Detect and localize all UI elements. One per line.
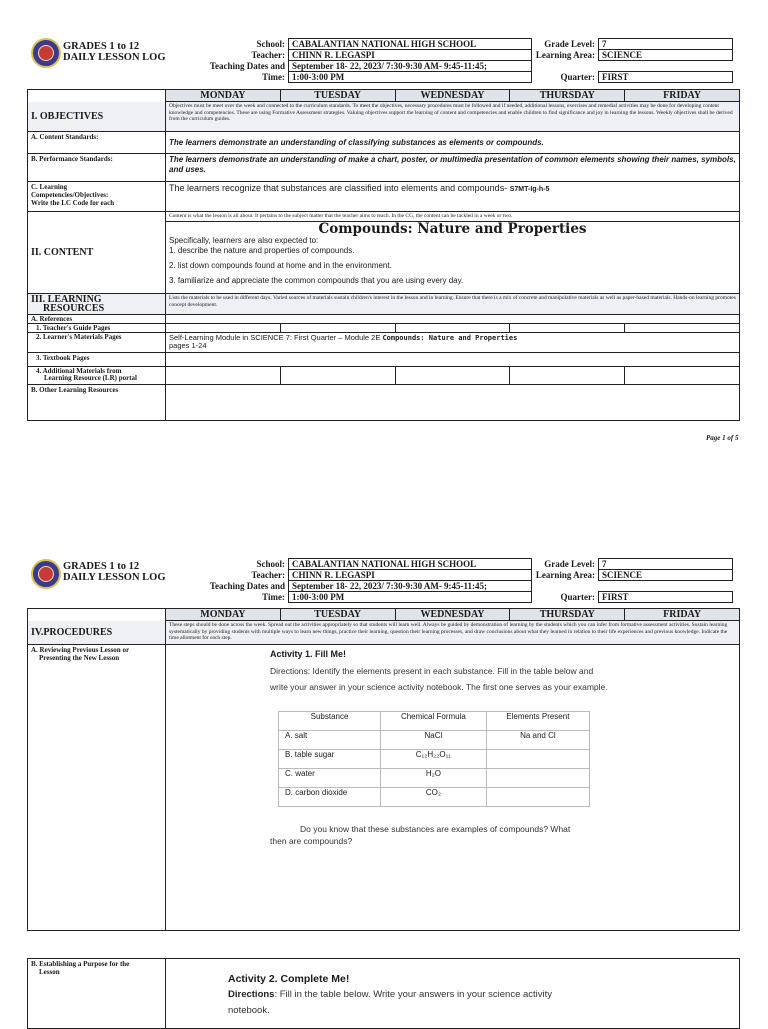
teacher-value: CHINN R. LEGASPI bbox=[289, 50, 532, 61]
day-tuesday: TUESDAY bbox=[280, 90, 395, 102]
competencies-text: The learners recognize that substances are classified into elements and compounds- S7MT-Ig-h-5 bbox=[166, 182, 740, 212]
col-elements-present: Elements Present bbox=[486, 712, 589, 731]
school-label: School: bbox=[256, 39, 285, 49]
grade-label: Grade Level: bbox=[544, 39, 595, 49]
content-item-3: 3. familiarize and appreciate the common compounds that you are using every day. bbox=[169, 275, 464, 285]
activity-2-title: Activity 2. Complete Me! bbox=[228, 973, 350, 985]
page-number: Page 1 of 5 bbox=[706, 434, 739, 442]
additional-materials-label: 4. Additional Materials from Learning Resource (LR) portal bbox=[28, 367, 166, 385]
purpose-table bbox=[27, 958, 740, 1029]
col-substance: Substance bbox=[279, 712, 381, 731]
procedures-description: These steps should be done across the week. Spread out the activities appropriately so that students will learn well. Always be guided by demonstration of learning by the students which you can infer from formative assessment activities. Sustain learning systematically by providing students with multiple ways to learn new things, practice their learning, question their learning processes, and draw conclusions about what they learned in relation to their life experiences and previous knowledge. Indicate the time allotment for each step. bbox=[166, 621, 740, 645]
col-chemical-formula: Chemical Formula bbox=[381, 712, 487, 731]
references-label: A. References bbox=[28, 315, 166, 324]
activity-1-title: Activity 1. Fill Me! bbox=[270, 649, 347, 659]
teacher-label: Teacher: bbox=[251, 50, 285, 60]
header-info-table-2: School: CABALANTIAN NATIONAL HIGH SCHOOL Grade Level: 7 Teacher: CHINN R. LEGASPI Learning Area: SCIENCE Teaching Dates and September 18- 22, 2023/ 7:30-9:30 AM- 9:45-11:45; Time: 1:00-3:00 PM Quarter: FIRST bbox=[200, 558, 733, 603]
table-row: B. table sugar C₁₂H₂₂O₁₁ bbox=[279, 750, 590, 769]
dates-value: September 18- 22, 2023/ 7:30-9:30 AM- 9:45-11:45; bbox=[289, 61, 532, 72]
content-item-2: 2. list down compounds found at home and in the environment. bbox=[169, 260, 392, 270]
table-row: C. water H₂O bbox=[279, 769, 590, 788]
log-title-2: GRADES 1 to 12 DAILY LESSON LOG bbox=[63, 561, 166, 583]
quarter-value: FIRST bbox=[599, 72, 733, 83]
day-wednesday: WEDNESDAY bbox=[395, 90, 510, 102]
activity-2-directions: Directions: Fill in the table below. Write your answers in your science activity bbox=[228, 989, 553, 1000]
objectives-table bbox=[27, 89, 740, 421]
textbook-pages-label: 3. Textbook Pages bbox=[28, 353, 166, 367]
table-row: D. carbon dioxide CO₂ bbox=[279, 788, 590, 807]
review-label: A. Reviewing Previous Lesson or Presenting the New Lesson bbox=[28, 645, 166, 931]
content-item-1: 1. describe the nature and properties of compounds. bbox=[169, 245, 355, 255]
resources-heading: III. LEARNING RESOURCES bbox=[28, 294, 166, 315]
content-heading: II. CONTENT bbox=[28, 212, 166, 294]
title-line-2: DAILY LESSON LOG bbox=[63, 52, 166, 63]
lesson-title: Compounds: Nature and Properties bbox=[318, 220, 587, 237]
competency-code: S7MT-Ig-h-5 bbox=[509, 186, 550, 193]
procedures-heading: IV.PROCEDURES bbox=[28, 621, 166, 645]
day-monday: MONDAY bbox=[166, 90, 281, 102]
content-standards-label: A. Content Standards: bbox=[28, 132, 166, 154]
content-cell bbox=[166, 212, 740, 294]
substance-table-header bbox=[279, 712, 590, 731]
content-intro: Specifically, learners are also expected to: bbox=[169, 235, 319, 245]
day-friday: FRIDAY bbox=[625, 90, 740, 102]
grade-value: 7 bbox=[599, 39, 733, 50]
other-resources-label: B. Other Learning Resources bbox=[28, 385, 166, 421]
header-info-table bbox=[200, 38, 733, 83]
content-description: Content is what the lesson is all about. It pertains to the subject matter that the teacher aims to teach. In the CG, the content can be tackled in a week or two. bbox=[166, 212, 739, 222]
log-title bbox=[63, 41, 166, 63]
title-line-1: GRADES 1 to 12 bbox=[63, 41, 140, 52]
school-value: CABALANTIAN NATIONAL HIGH SCHOOL bbox=[289, 39, 532, 50]
deped-seal-icon bbox=[31, 38, 61, 68]
dates-label: Teaching Dates and bbox=[209, 61, 285, 71]
deped-seal-icon-2 bbox=[31, 559, 61, 589]
resources-description: Lists the materials to be used in different days. Varied sources of materials sustain children's interest in the lesson and in learning. Ensure that there is a mix of concrete and manipulative materials as well as paper-based materials. Hands-on learning promotes concept development. bbox=[166, 294, 740, 315]
purpose-label: B. Establishing a Purpose for the Lesson bbox=[28, 959, 166, 1029]
day-header-row bbox=[28, 90, 740, 102]
content-standards-text: The learners demonstrate an understanding of classifying substances as elements or compounds. bbox=[166, 132, 740, 154]
area-label: Learning Area: bbox=[535, 50, 595, 60]
page-2 bbox=[0, 550, 768, 1024]
competencies-label: C. Learning Competencies/Objectives: Write the LC Code for each bbox=[28, 182, 166, 212]
activity-1-question: Do you know that these substances are examples of compounds? What bbox=[300, 824, 571, 834]
table-row: A. salt NaCl Na and Cl bbox=[279, 731, 590, 750]
page-1 bbox=[0, 0, 768, 440]
purpose-cell: Activity 2. Complete Me! Directions: Fill in the table below. Write your answers in your science activity notebook. bbox=[166, 959, 740, 1029]
review-cell: Activity 1. Fill Me! Directions: Identify the elements present in each substance. Fill in the table below and write your answer in your science activity notebook. The first one serves as your example. Substance Chemical Formula Elements Present A. salt NaCl Na and Cl B. table sugar C₁₂H₂₂O₁₁ C. water H₂O D. carbon dioxide CO₂ Do you know that these substances are examples of compounds? What then are compounds? bbox=[166, 645, 740, 931]
teachers-guide-label: 1. Teacher's Guide Pages bbox=[28, 324, 166, 333]
area-value: SCIENCE bbox=[599, 50, 733, 61]
objectives-description: Objectives must be meet over the week and connected to the curriculum standards. To meet the objectives, necessary procedures must be followed and if needed, additional lessons, exercises and remedial activities may be done for developing content knowledge and competencies. These are using Formative Assessment strategies. Valuing objectives support the learning of content and competencies and enable children to find significance and joy in learning the lessons. Weekly objectives shall be derived from the curriculum guides. bbox=[166, 102, 740, 132]
day-header-row-2: MONDAY TUESDAY WEDNESDAY THURSDAY FRIDAY bbox=[28, 609, 740, 621]
learners-materials-label: 2. Learner's Materials Pages bbox=[28, 333, 166, 353]
time-value: 1:00-3:00 PM bbox=[289, 72, 532, 83]
quarter-label: Quarter: bbox=[560, 72, 595, 82]
learners-materials-text: Self-Learning Module in SCIENCE 7: First Quarter – Module 2E Compounds: Nature and Properties pages 1-24 bbox=[166, 333, 740, 353]
objectives-heading: I. OBJECTIVES bbox=[28, 102, 166, 132]
performance-standards-text: The learners demonstrate an understanding of make a chart, poster, or multimedia presentation of common elements showing their names, symbols, and uses. bbox=[166, 154, 740, 182]
day-thursday: THURSDAY bbox=[510, 90, 625, 102]
time-label: Time: bbox=[262, 72, 285, 82]
activity-1-directions: Directions: Identify the elements present in each substance. Fill in the table below and write your answer in your science activity notebook. The first one serves as your example. bbox=[270, 666, 608, 692]
substance-table bbox=[278, 711, 590, 807]
procedures-table bbox=[27, 608, 740, 931]
performance-standards-label: B. Performance Standards: bbox=[28, 154, 166, 182]
